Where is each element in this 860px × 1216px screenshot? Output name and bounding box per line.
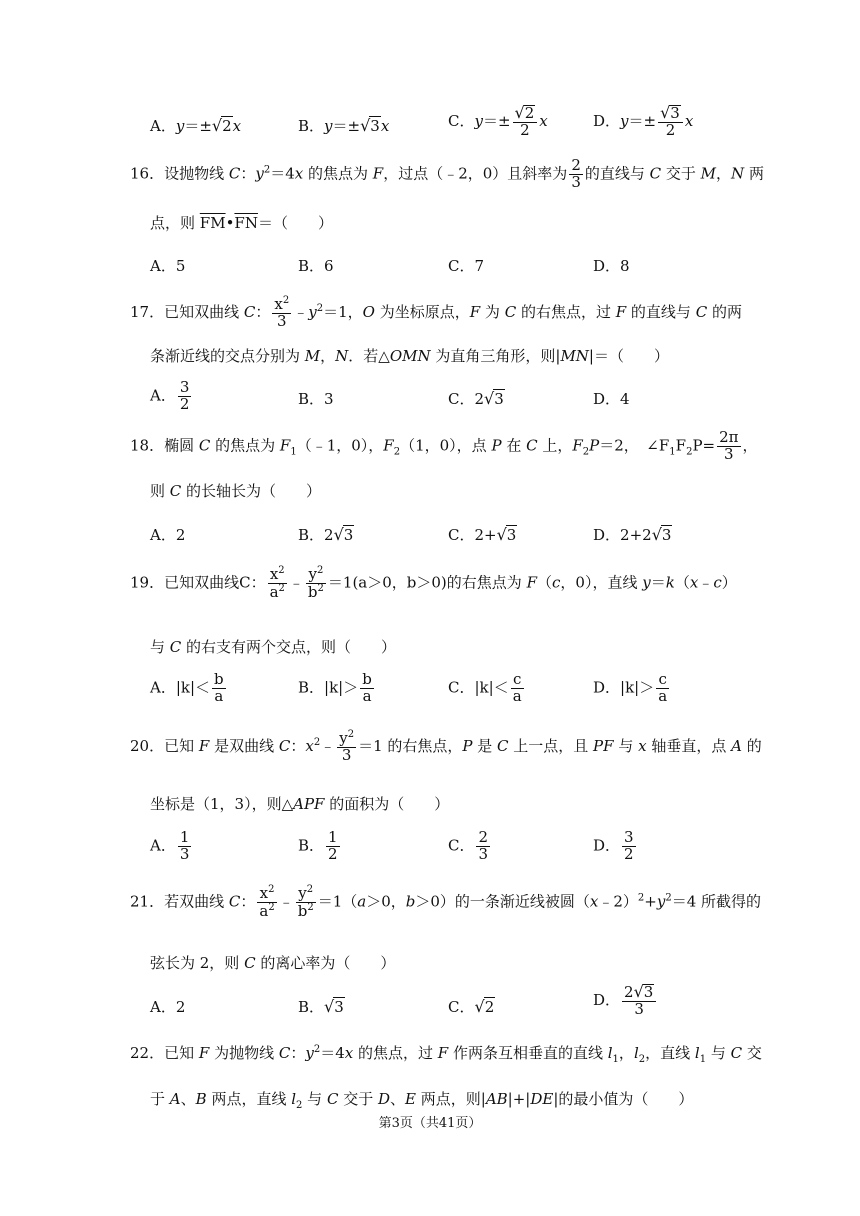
q17-option-b: B．3: [298, 390, 334, 408]
q20-option-a: A． $\frac{1}{3}$: [150, 828, 190, 863]
q18-stem-line1: 18．椭圆 C 的焦点为 $F_1(﹣1$，0），$F_2(1$，0），点 P 在 C 上，$F_2P=2$， $\angle F_1F_2P=$ $\frac{2\pi}{3}$ ，: [130, 428, 758, 463]
q20-stem-line1: 20．已知 F 是双曲线 C：$x^2﹣$ $\frac{y^2}{3}$ ＝1 的右焦点，P 是 C 上一点，且 PF 与 x 轴垂直，点 A 的: [130, 729, 762, 764]
q19-option-b: B．|k|＞ $\frac{b}{a}$: [298, 670, 372, 705]
q20-option-b: B． $\frac{1}{2}$: [298, 828, 338, 863]
q15-option-b: B．y＝±√3x: [298, 116, 390, 135]
q21-option-c: C．√2: [448, 997, 495, 1016]
q17-stem-line2: 条渐近线的交点分别为 M，N．若△OMN 为直角三角形，则|MN|＝（ ）: [150, 347, 669, 365]
q16-option-b: B．6: [298, 257, 334, 275]
q22-stem-line1: 22．已知 F 为抛物线 C：$y^2=4x$ 的焦点，过 F 作两条互相垂直的直线 $l_1$，$l_2$，直线 $l_1$ 与 C 交: [130, 1044, 762, 1065]
q16-stem-line2: 点，则 $\overline{FM}•\overline{FN}=$（ ）: [150, 214, 333, 232]
q18-option-b: B．2√3: [298, 525, 354, 544]
q21-stem-line2: 弦长为 2，则 C 的离心率为（ ）: [150, 954, 396, 972]
q19-option-a: A．|k|＜ $\frac{b}{a}$: [150, 670, 224, 705]
q19-option-c: C．|k|＜ $\frac{c}{a}$: [448, 670, 522, 705]
q20-option-c: C． $\frac{2}{3}$: [448, 828, 489, 863]
q15-option-c: C．y＝± $\frac{√2}{2}$ x: [448, 103, 548, 139]
q16-option-c: C．7: [448, 257, 485, 275]
q20-option-d: D． $\frac{3}{2}$: [593, 828, 634, 863]
q17-option-a: A． $\frac{3}{2}$: [150, 378, 190, 413]
q16-stem-line1: 16．设抛物线 C：$y^2=4x$ 的焦点为 F，过点（﹣2，0）且斜率为 $\frac{2}{3}$ 的直线与 C 交于 M，N 两: [130, 156, 764, 191]
q21-option-d: D． $\frac{2√3}{3}$: [593, 984, 658, 1018]
q17-stem-line1: 17．已知双曲线 C： $\frac{x^2}{3}$ $﹣y^2=1$，O 为坐标原点，F 为 C 的右焦点，过 F 的直线与 C 的两: [130, 295, 742, 330]
q16-option-a: A．5: [150, 257, 186, 275]
q17-option-c: C．2√3: [448, 389, 504, 408]
q19-stem-line1: 19．已知双曲线C： $\frac{x^2}{a^2}$ ﹣ $\frac{y^2}{b^2}$ ＝1(a＞0，b＞0)的右焦点为 F（c，0），直线 y＝k（x﹣c）: [130, 565, 737, 601]
q15-option-d: D．y＝± $\frac{√3}{2}$ x: [593, 103, 694, 139]
q21-option-b: B．√3: [298, 997, 344, 1016]
q18-stem-line2: 则 C 的长轴长为（ ）: [150, 482, 322, 500]
q18-option-d: D．2+2√3: [593, 525, 672, 544]
q17-option-d: D．4: [593, 390, 630, 408]
q19-option-d: D．|k|＞ $\frac{c}{a}$: [593, 670, 668, 705]
q18-option-c: C．2+√3: [448, 525, 517, 544]
q22-stem-line2: 于 A、B 两点，直线 $l_2$ 与 C 交于 D、E 两点，则|AB|+|DE|的最小值为（ ）: [150, 1090, 694, 1111]
q15-option-a: A．y＝±√2x: [150, 116, 242, 135]
q16-option-d: D．8: [593, 257, 630, 275]
page-footer: 第3页（共41页）: [378, 1116, 482, 1131]
q18-option-a: A．2: [150, 526, 186, 544]
q19-stem-line2: 与 C 的右支有两个交点，则（ ）: [150, 638, 397, 656]
q21-option-a: A．2: [150, 998, 186, 1016]
q21-stem-line1: 21．若双曲线 C： $\frac{x^2}{a^2}$ ﹣ $\frac{y^2}{b^2}$ ＝1（a＞0，b＞0）的一条渐近线被圆$(x﹣2)^2+y^2=4$ 所截得的: [130, 884, 762, 920]
q20-stem-line2: 坐标是（1，3），则△APF 的面积为（ ）: [150, 795, 450, 813]
